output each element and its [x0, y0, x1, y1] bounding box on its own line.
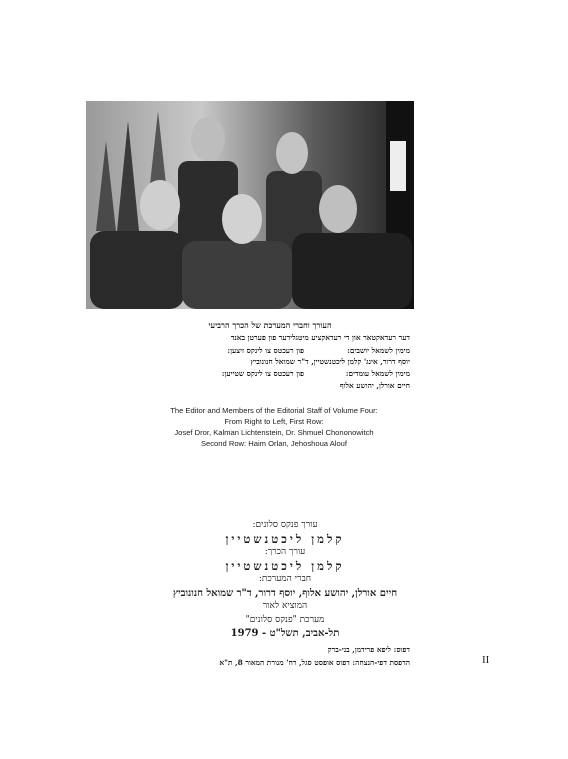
- place-date: תל-אביב, תשל"ט - 1979: [230, 628, 340, 639]
- credits-block: [150, 519, 420, 641]
- caption-yiddish-title: דער רעדאקטאר און די רעדאקציע מיטגלידער פון פערטן באנד: [230, 333, 410, 342]
- printer-line1: דפוס: ליפא פרידמן, בני-ברק: [327, 645, 410, 654]
- caption-en-line2: From Right to Left, First Row:: [224, 417, 324, 426]
- board-names: חיים אורלן, יהושע אלוף, יוסף דרור, ד"ר שמואל חנונוביץ: [172, 587, 398, 599]
- caption-row1-names: יוסף דרור, אינג' קלמן ליכטנשטיין, ד"ר שמואל חנונוביץ: [250, 357, 410, 366]
- caption-row2-label: מימין לשמאל עומדים:: [345, 369, 410, 378]
- caption-title-he: העורך וחברי המערכת של הכרך הרביעי: [208, 320, 332, 330]
- caption-row1-label-yiddish: פון רעכטס צו לינקס זיצען:: [227, 346, 304, 355]
- printer-line2: הדפסת דפי-הנצחה: דפוס אופסט סגל, רח' מנורת המאור 8, ת"א: [219, 658, 410, 667]
- publisher-name: מערכת "פנקס סלונים": [245, 614, 325, 625]
- caption-row2-label-yiddish: פון רעכטס צו לינקס שטייען:: [221, 369, 304, 378]
- caption-row2-names: חיים אורלן, יהושע אלוף: [339, 381, 410, 390]
- board-label: חברי המערכת:: [258, 574, 312, 584]
- founder-name: קלמן ליכטנשטיין: [225, 531, 345, 546]
- publisher-label: המוציא לאור: [262, 601, 308, 611]
- page-number: II: [482, 654, 490, 666]
- founder-label: עורך פנקס סלונים:: [252, 520, 318, 530]
- group-portrait-photo: [86, 101, 414, 309]
- caption-en-line1: The Editor and Members of the Editorial Staff of Volume Four:: [170, 406, 378, 415]
- editor-name: קלמן ליכטנשטיין: [225, 558, 345, 573]
- caption-en-line3: Josef Dror, Kalman Lichtenstein, Dr. Shmuel Chononowitch: [174, 428, 374, 437]
- editor-label: עורך הכרך:: [264, 547, 306, 557]
- caption-en-line4: Second Row: Haim Orlan, Jehoshoua Alouf: [200, 439, 348, 448]
- caption-row1-label: מימין לשמאל יושבים:: [347, 346, 410, 355]
